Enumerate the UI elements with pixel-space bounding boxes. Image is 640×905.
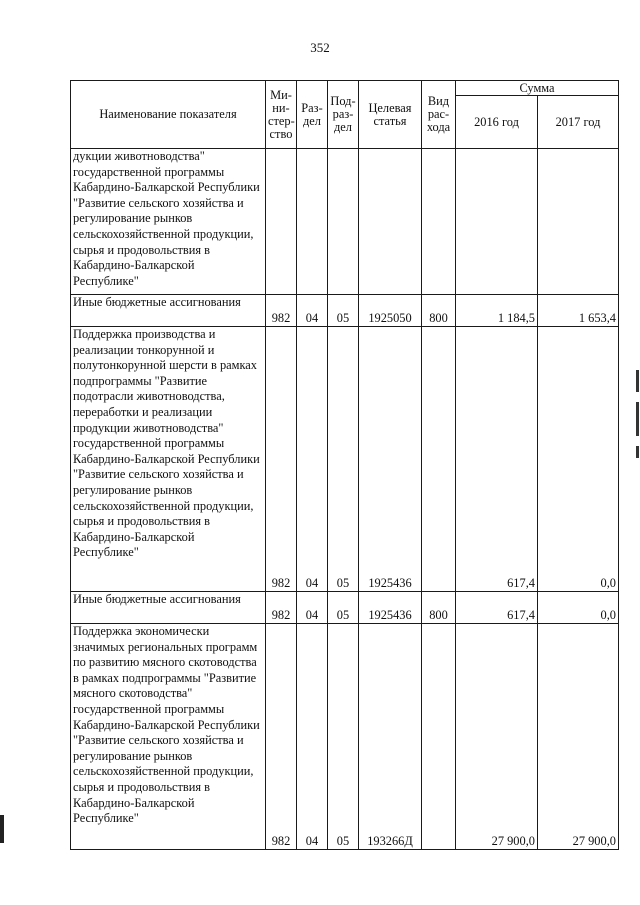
table-row: [71, 295, 619, 327]
row-2016: 617,4: [456, 592, 538, 624]
row-2016: 27 900,0: [456, 624, 538, 850]
row-2016: 1 184,5: [456, 295, 538, 327]
row-subsection: 05: [328, 624, 359, 850]
table-row: [71, 327, 619, 592]
row-target: 1925050: [359, 295, 422, 327]
row-section: 04: [297, 592, 328, 624]
row-subsection: 05: [328, 295, 359, 327]
row-type: 800: [422, 592, 456, 624]
row-ministry: 982: [266, 327, 297, 592]
header-target: Целевая статья: [359, 81, 422, 149]
row-2017: 0,0: [538, 327, 619, 592]
row-2017: 0,0: [538, 592, 619, 624]
row-name: дукции животноводства" государственной программы Кабардино-Балкарской Республики "Развитие сельского хозяйства и регулирование рынков сельскохозяйственной продукции, сырья и продовольствия в Кабардино-Балкарской Республике": [71, 149, 266, 295]
row-type: 800: [422, 295, 456, 327]
budget-table: [70, 80, 619, 850]
table-row: [71, 624, 619, 850]
row-name: Иные бюджетные ассигнования: [71, 295, 266, 327]
row-ministry: 982: [266, 592, 297, 624]
row-type: [422, 327, 456, 592]
row-target: [359, 149, 422, 295]
row-ministry: [266, 149, 297, 295]
row-subsection: 05: [328, 592, 359, 624]
edge-mark: [0, 815, 4, 843]
row-name: Иные бюджетные ассигнования: [71, 592, 266, 624]
header-expense-type: Вид рас- хода: [422, 81, 456, 149]
header-name: Наименование показателя: [71, 81, 266, 149]
row-2016: 617,4: [456, 327, 538, 592]
row-type: [422, 149, 456, 295]
header-year-2016: 2016 год: [456, 96, 538, 149]
row-name: Поддержка производства и реализации тонкорунной и полутонкорунной шерсти в рамках подпрограммы "Развитие подотрасли животноводства, переработки и реализации продукции животноводства" государственной программы Кабардино-Балкарской Республики "Развитие сельского хозяйства и регулирование рынков сельскохозяйственной продукции, сырья и продовольствия в Кабардино-Балкарской Республике": [71, 327, 266, 592]
row-ministry: 982: [266, 624, 297, 850]
header-ministry: Ми- ни- стер- ство: [266, 81, 297, 149]
header-section: Раз- дел: [297, 81, 328, 149]
row-name: Поддержка экономически значимых региональных программ по развитию мясного скотоводства в рамках подпрограммы "Развитие мясного скотоводства" государственной программы Кабардино-Балкарской Республики "Развитие сельского хозяйства и регулирование рынков сельскохозяйственной продукции, сырья и продовольствия в Кабардино-Балкарской Республике": [71, 624, 266, 850]
header-subsection: Под- раз- дел: [328, 81, 359, 149]
binding-marks: [636, 370, 640, 470]
header-sum: Сумма: [456, 81, 619, 96]
row-target: 193266Д: [359, 624, 422, 850]
table-row: [71, 149, 619, 295]
row-2017: 1 653,4: [538, 295, 619, 327]
page-number: 352: [310, 40, 330, 55]
row-type: [422, 624, 456, 850]
row-2017: 27 900,0: [538, 624, 619, 850]
row-2016: [456, 149, 538, 295]
row-section: 04: [297, 327, 328, 592]
row-section: [297, 149, 328, 295]
header-year-2017: 2017 год: [538, 96, 619, 149]
row-target: 1925436: [359, 592, 422, 624]
row-2017: [538, 149, 619, 295]
row-section: 04: [297, 624, 328, 850]
row-ministry: 982: [266, 295, 297, 327]
row-subsection: 05: [328, 327, 359, 592]
row-subsection: [328, 149, 359, 295]
row-target: 1925436: [359, 327, 422, 592]
table-row: [71, 592, 619, 624]
row-section: 04: [297, 295, 328, 327]
